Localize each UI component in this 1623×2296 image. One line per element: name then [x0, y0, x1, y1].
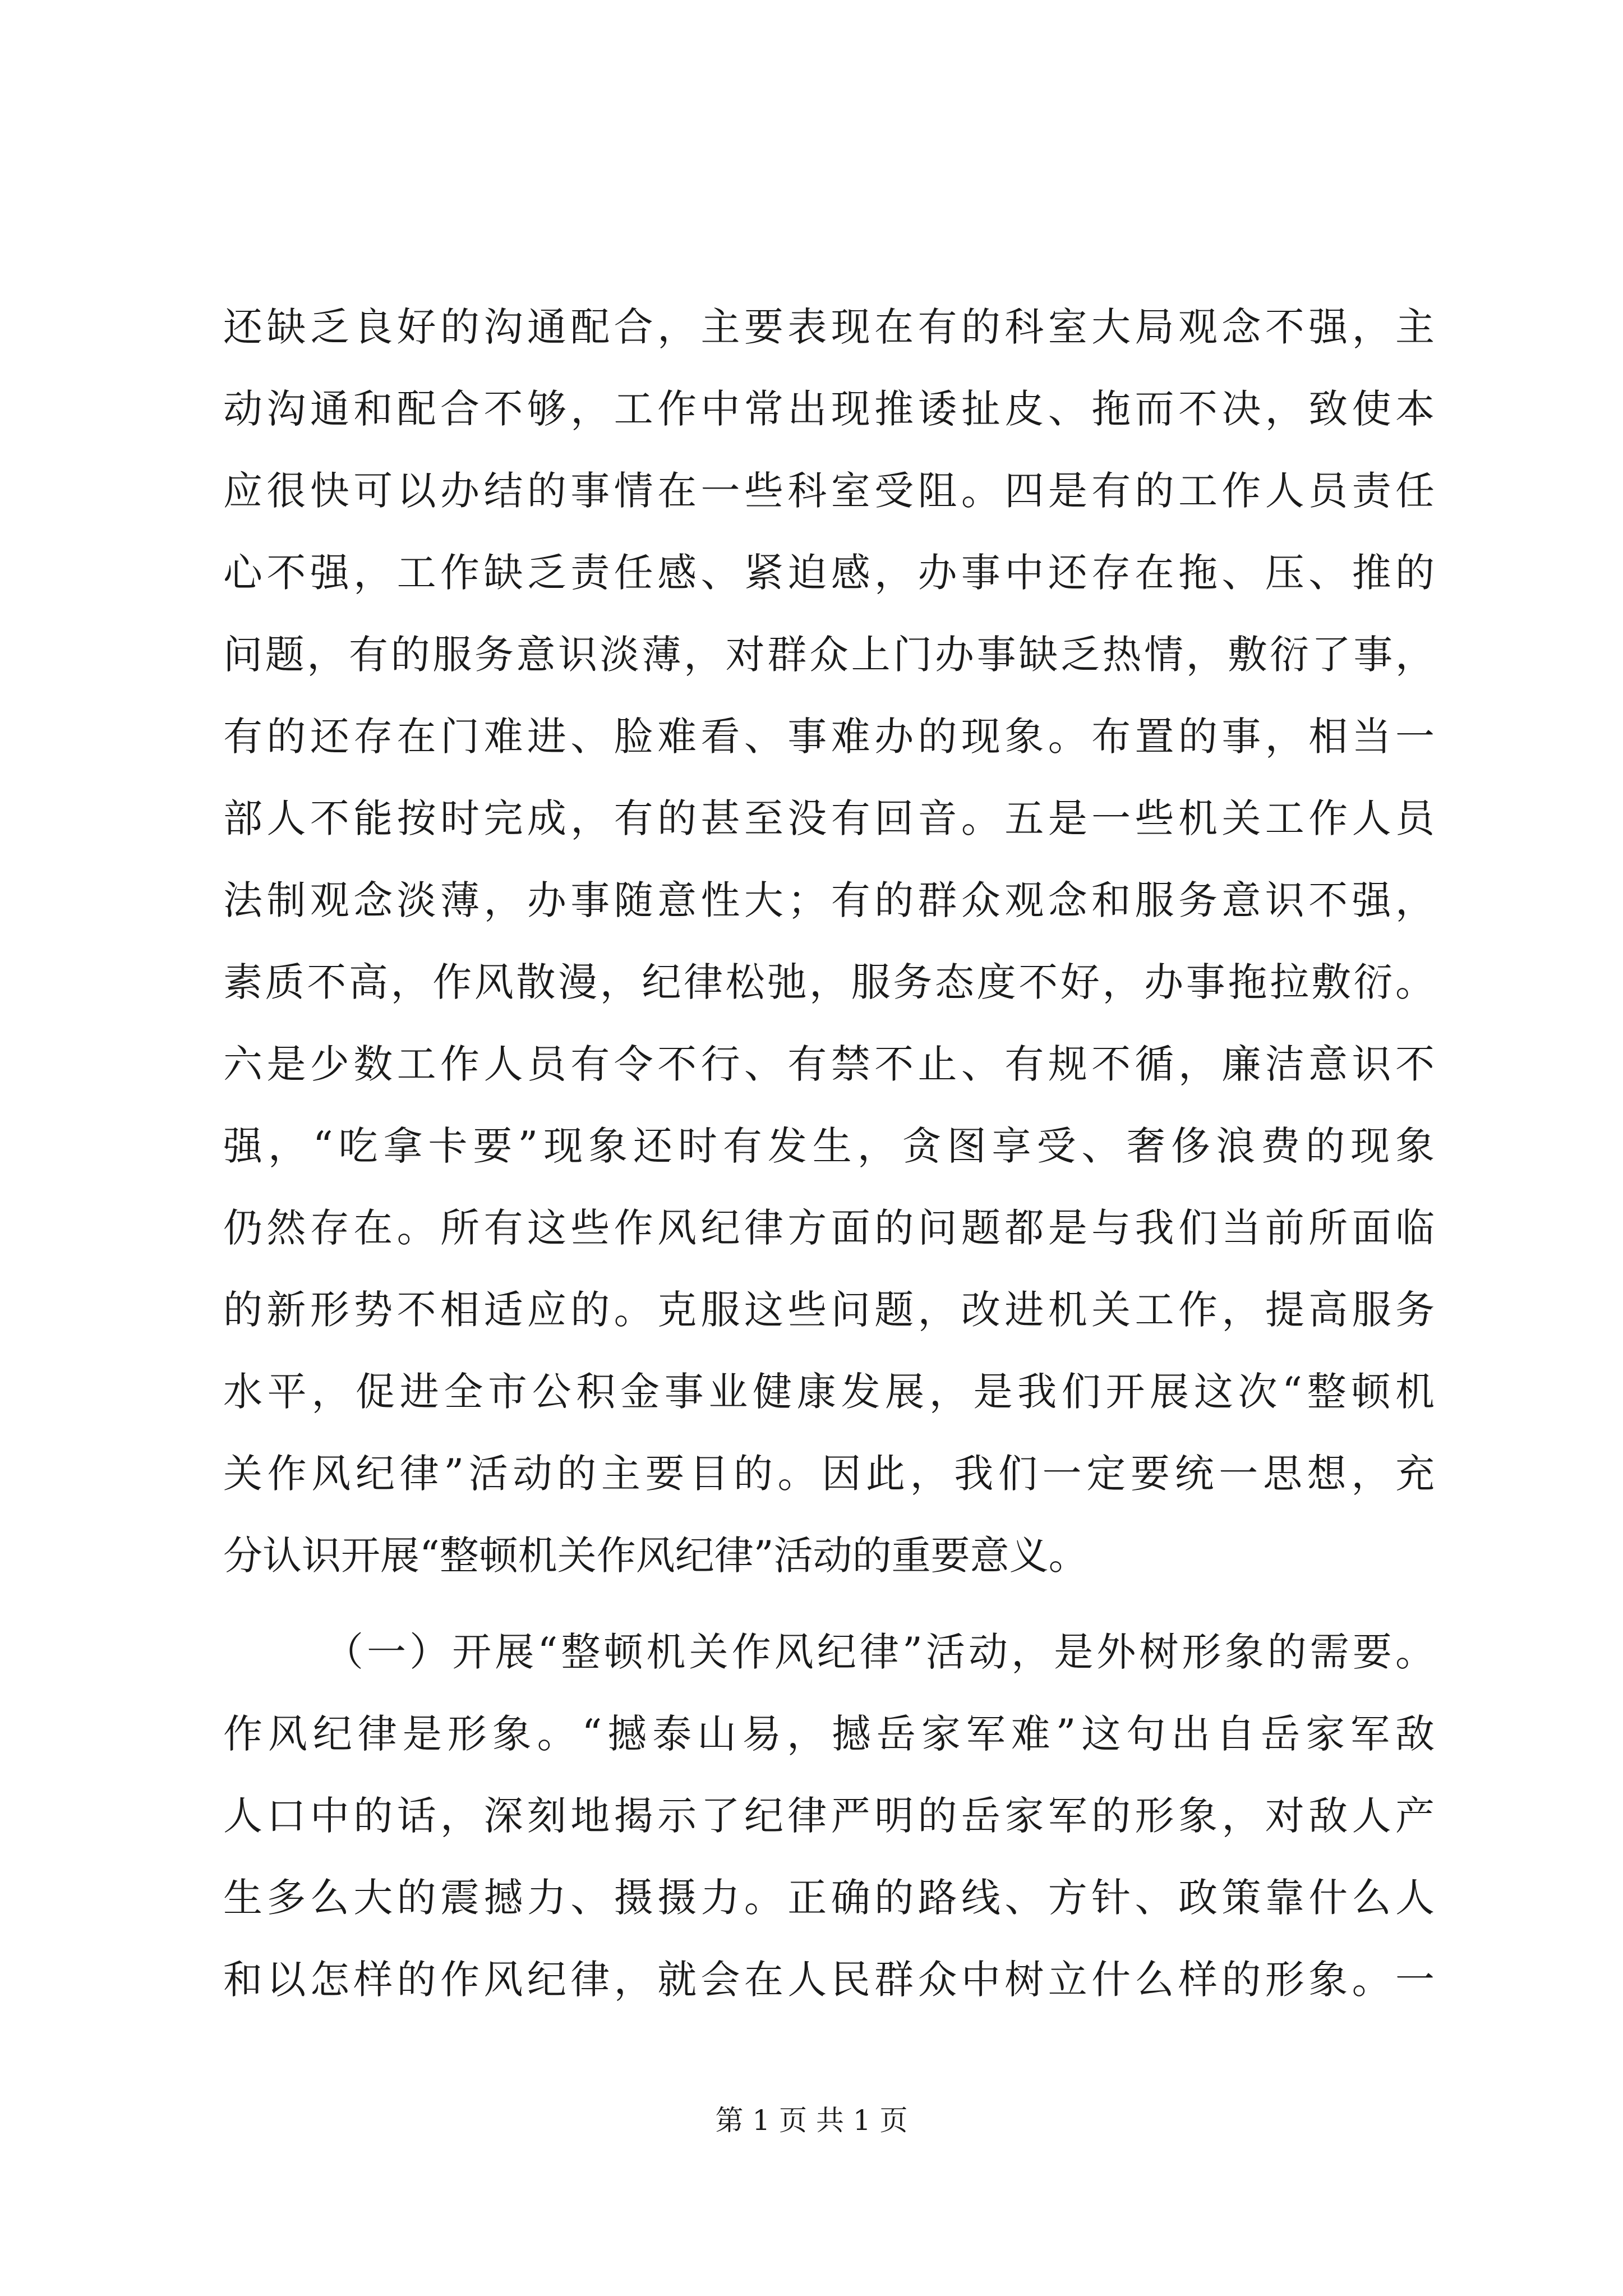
text-line: 动沟通和配合不够，工作中常出现推诿扯皮、拖而不决，致使本	[223, 386, 1435, 432]
text-line: 素质不高，作风散漫，纪律松弛，服务态度不好，办事拖拉敷衍。	[223, 959, 1435, 1005]
text-line: 六是少数工作人员有令不行、有禁不止、有规不循，廉洁意识不	[223, 1041, 1435, 1087]
text-line: 生多么大的震撼力、摄摄力。正确的路线、方针、政策靠什么人	[223, 1875, 1435, 1921]
text-line: 强，“吃拿卡要”现象还时有发生，贪图享受、奢侈浪费的现象	[223, 1123, 1435, 1169]
text-line: 和以怎样的作风纪律，就会在人民群众中树立什么样的形象。一	[223, 1957, 1435, 2003]
text-line: 应很快可以办结的事情在一些科室受阻。四是有的工作人员责任	[223, 468, 1435, 514]
text-line: 部人不能按时完成，有的甚至没有回音。五是一些机关工作人员	[223, 795, 1435, 841]
text-line: 还缺乏良好的沟通配合，主要表现在有的科室大局观念不强，主	[223, 304, 1435, 350]
text-line: 有的还存在门难进、脸难看、事难办的现象。布置的事，相当一	[223, 714, 1435, 760]
page-footer	[0, 2104, 1623, 2137]
page-number: 第 1 页 共 1 页	[715, 2104, 908, 2137]
text-line: 水平，促进全市公积金事业健康发展，是我们开展这次“整顿机	[223, 1369, 1435, 1415]
text-line: 分认识开展“整顿机关作风纪律”活动的重要意义。	[223, 1533, 1088, 1579]
text-line: 心不强，工作缺乏责任感、紧迫感，办事中还存在拖、压、推的	[223, 550, 1435, 596]
text-line: 作风纪律是形象。“撼泰山易，撼岳家军难”这句出自岳家军敌	[223, 1711, 1435, 1757]
text-line: 关作风纪律”活动的主要目的。因此，我们一定要统一思想，充	[223, 1451, 1435, 1497]
text-line: 的新形势不相适应的。克服这些问题，改进机关工作，提高服务	[223, 1287, 1435, 1333]
paragraph-2	[223, 1611, 1435, 2021]
document-body	[223, 286, 1435, 2021]
text-line: （一）开展“整顿机关作风纪律”活动，是外树形象的需要。	[324, 1629, 1435, 1675]
text-line: 法制观念淡薄，办事随意性大；有的群众观念和服务意识不强，	[223, 877, 1435, 923]
text-line: 仍然存在。所有这些作风纪律方面的问题都是与我们当前所面临	[223, 1205, 1435, 1251]
text-line: 人口中的话，深刻地揭示了纪律严明的岳家军的形象，对敌人产	[223, 1793, 1435, 1839]
text-line: 问题，有的服务意识淡薄，对群众上门办事缺乏热情，敷衍了事，	[223, 632, 1435, 678]
paragraph-1	[223, 286, 1435, 1596]
